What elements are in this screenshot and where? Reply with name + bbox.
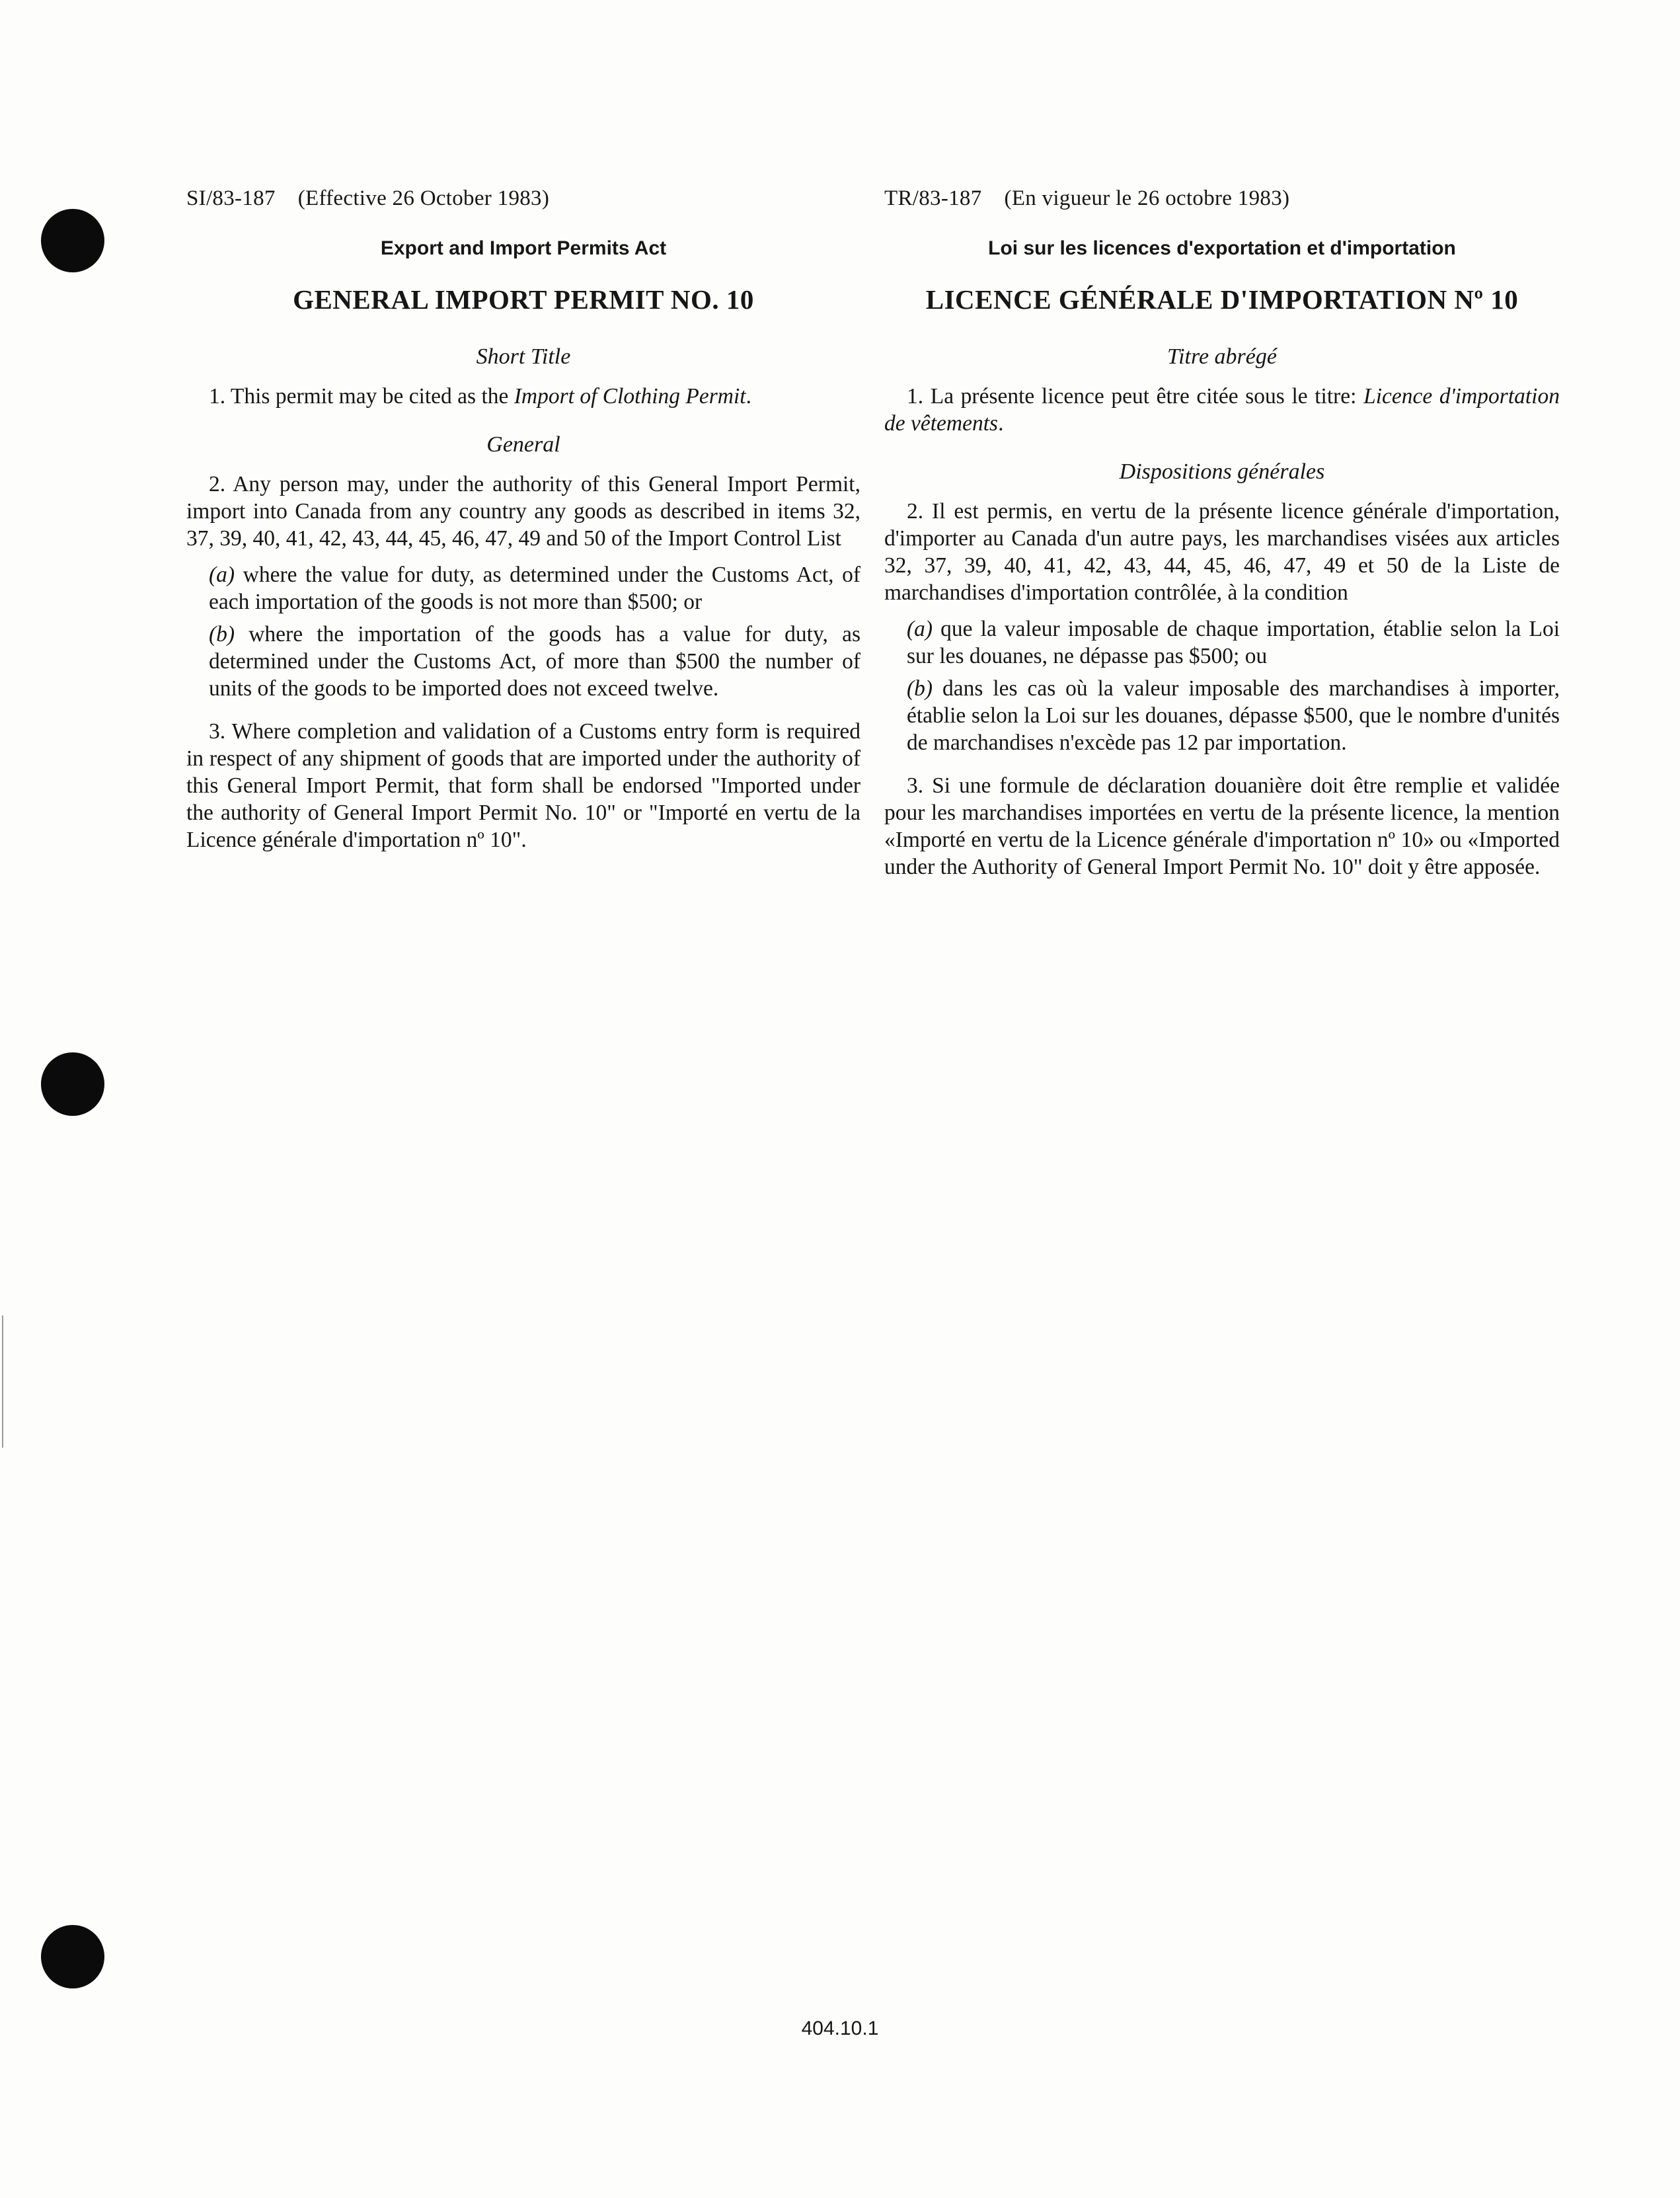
section-3: 3. Where completion and validation of a Customs entry form is required in respect of any shipment of goods that are imported under the authority of this General Import Permit, that form shall be endorsed "Imported under the authority of General Import Permit No. 10" or "Importé en vertu de la Licence générale d'importation nº 10".: [186, 719, 860, 852]
citation-line: [884, 186, 1560, 211]
section-2-a: [209, 561, 860, 615]
section-2-a: [907, 615, 1560, 670]
section-1-end: .: [998, 411, 1004, 436]
section-2-b-text: dans les cas où la valeur imposable des marchandises à importer, établie selon la Loi sur les douanes, dépasse $500, que le nombre d'unités de marchandises n'excède pas 12 par importation.: [907, 676, 1560, 755]
short-title-heading: Short Title: [476, 344, 571, 369]
act-title: Loi sur les licences d'exportation et d'importation: [988, 237, 1456, 259]
french-column: [884, 186, 1560, 903]
section-2-a-text: where the value for duty, as determined under the Customs Act, of each importation of the goods is not more than $500; or: [209, 563, 860, 614]
short-title-heading: Titre abrégé: [1167, 344, 1277, 369]
permit-title: LICENCE GÉNÉRALE D'IMPORTATION Nº 10: [925, 284, 1519, 315]
section-1: [884, 383, 1560, 437]
section-2-b: [209, 621, 860, 702]
citation-date: (Effective 26 October 1983): [297, 186, 550, 210]
scan-edge-mark: [2, 1315, 3, 1448]
section-2-b: [907, 675, 1560, 756]
section-2: 2. Il est permis, en vertu de la présente licence générale d'importation, d'importer au Canada d'un autre pays, les marchandises visées aux articles 32, 37, 39, 40, 41, 42, 43, 44, 45, 46, 47, 49 et 50 de la Liste de marchandises d'importation contrôlée, à la condition: [884, 499, 1560, 605]
citation-code: TR/83-187: [884, 186, 982, 210]
section-1-title: Import of Clothing Permit: [514, 384, 746, 409]
section-1-text: 1. This permit may be cited as the: [209, 384, 514, 409]
section-2-a-label: (a): [907, 617, 933, 641]
section-1: [186, 383, 860, 410]
section-2-b-label: (b): [209, 622, 235, 647]
section-2-a-label: (a): [209, 563, 235, 587]
english-column: [186, 186, 860, 876]
permit-title: GENERAL IMPORT PERMIT NO. 10: [293, 284, 754, 315]
citation-code: SI/83-187: [186, 186, 276, 210]
section-1-text: 1. La présente licence peut être citée sous le titre:: [907, 384, 1364, 409]
section-2-b-label: (b): [907, 676, 933, 701]
act-title: Export and Import Permits Act: [380, 237, 667, 259]
section-1-end: .: [745, 384, 751, 409]
punch-hole-middle: [41, 1052, 104, 1116]
section-2: 2. Any person may, under the authority of this General Import Permit, import into Canada from any country any goods as described in items 32, 37, 39, 40, 41, 42, 43, 44, 45, 46, 47, 49 and 50 of the Import Control List: [186, 472, 860, 551]
section-1-title: Licence d'importation de vêtements: [884, 384, 1560, 436]
citation-line: [186, 186, 860, 211]
section-3: 3. Si une formule de déclaration douanière doit être remplie et validée pour les marchandises importées en vertu de la présente licence, la mention «Importé en vertu de la Licence générale d'importation nº 10» ou «Imported under the Authority of General Import Permit No. 10" doit y être apposée.: [884, 773, 1560, 879]
general-heading: General: [486, 432, 560, 457]
punch-hole-top: [41, 209, 104, 272]
section-2-b-text: where the importation of the goods has a value for duty, as determined under the Customs Act, of more than $500 the number of units of the goods to be imported does not exceed twelve.: [209, 622, 860, 701]
general-heading: Dispositions générales: [1119, 459, 1325, 484]
punch-hole-bottom: [41, 1925, 104, 1988]
citation-date: (En vigueur le 26 octobre 1983): [1004, 186, 1290, 210]
section-2-a-text: que la valeur imposable de chaque importation, établie selon la Loi sur les douanes, ne dépasse pas $500; ou: [907, 617, 1560, 668]
page-number: 404.10.1: [801, 2018, 879, 2039]
